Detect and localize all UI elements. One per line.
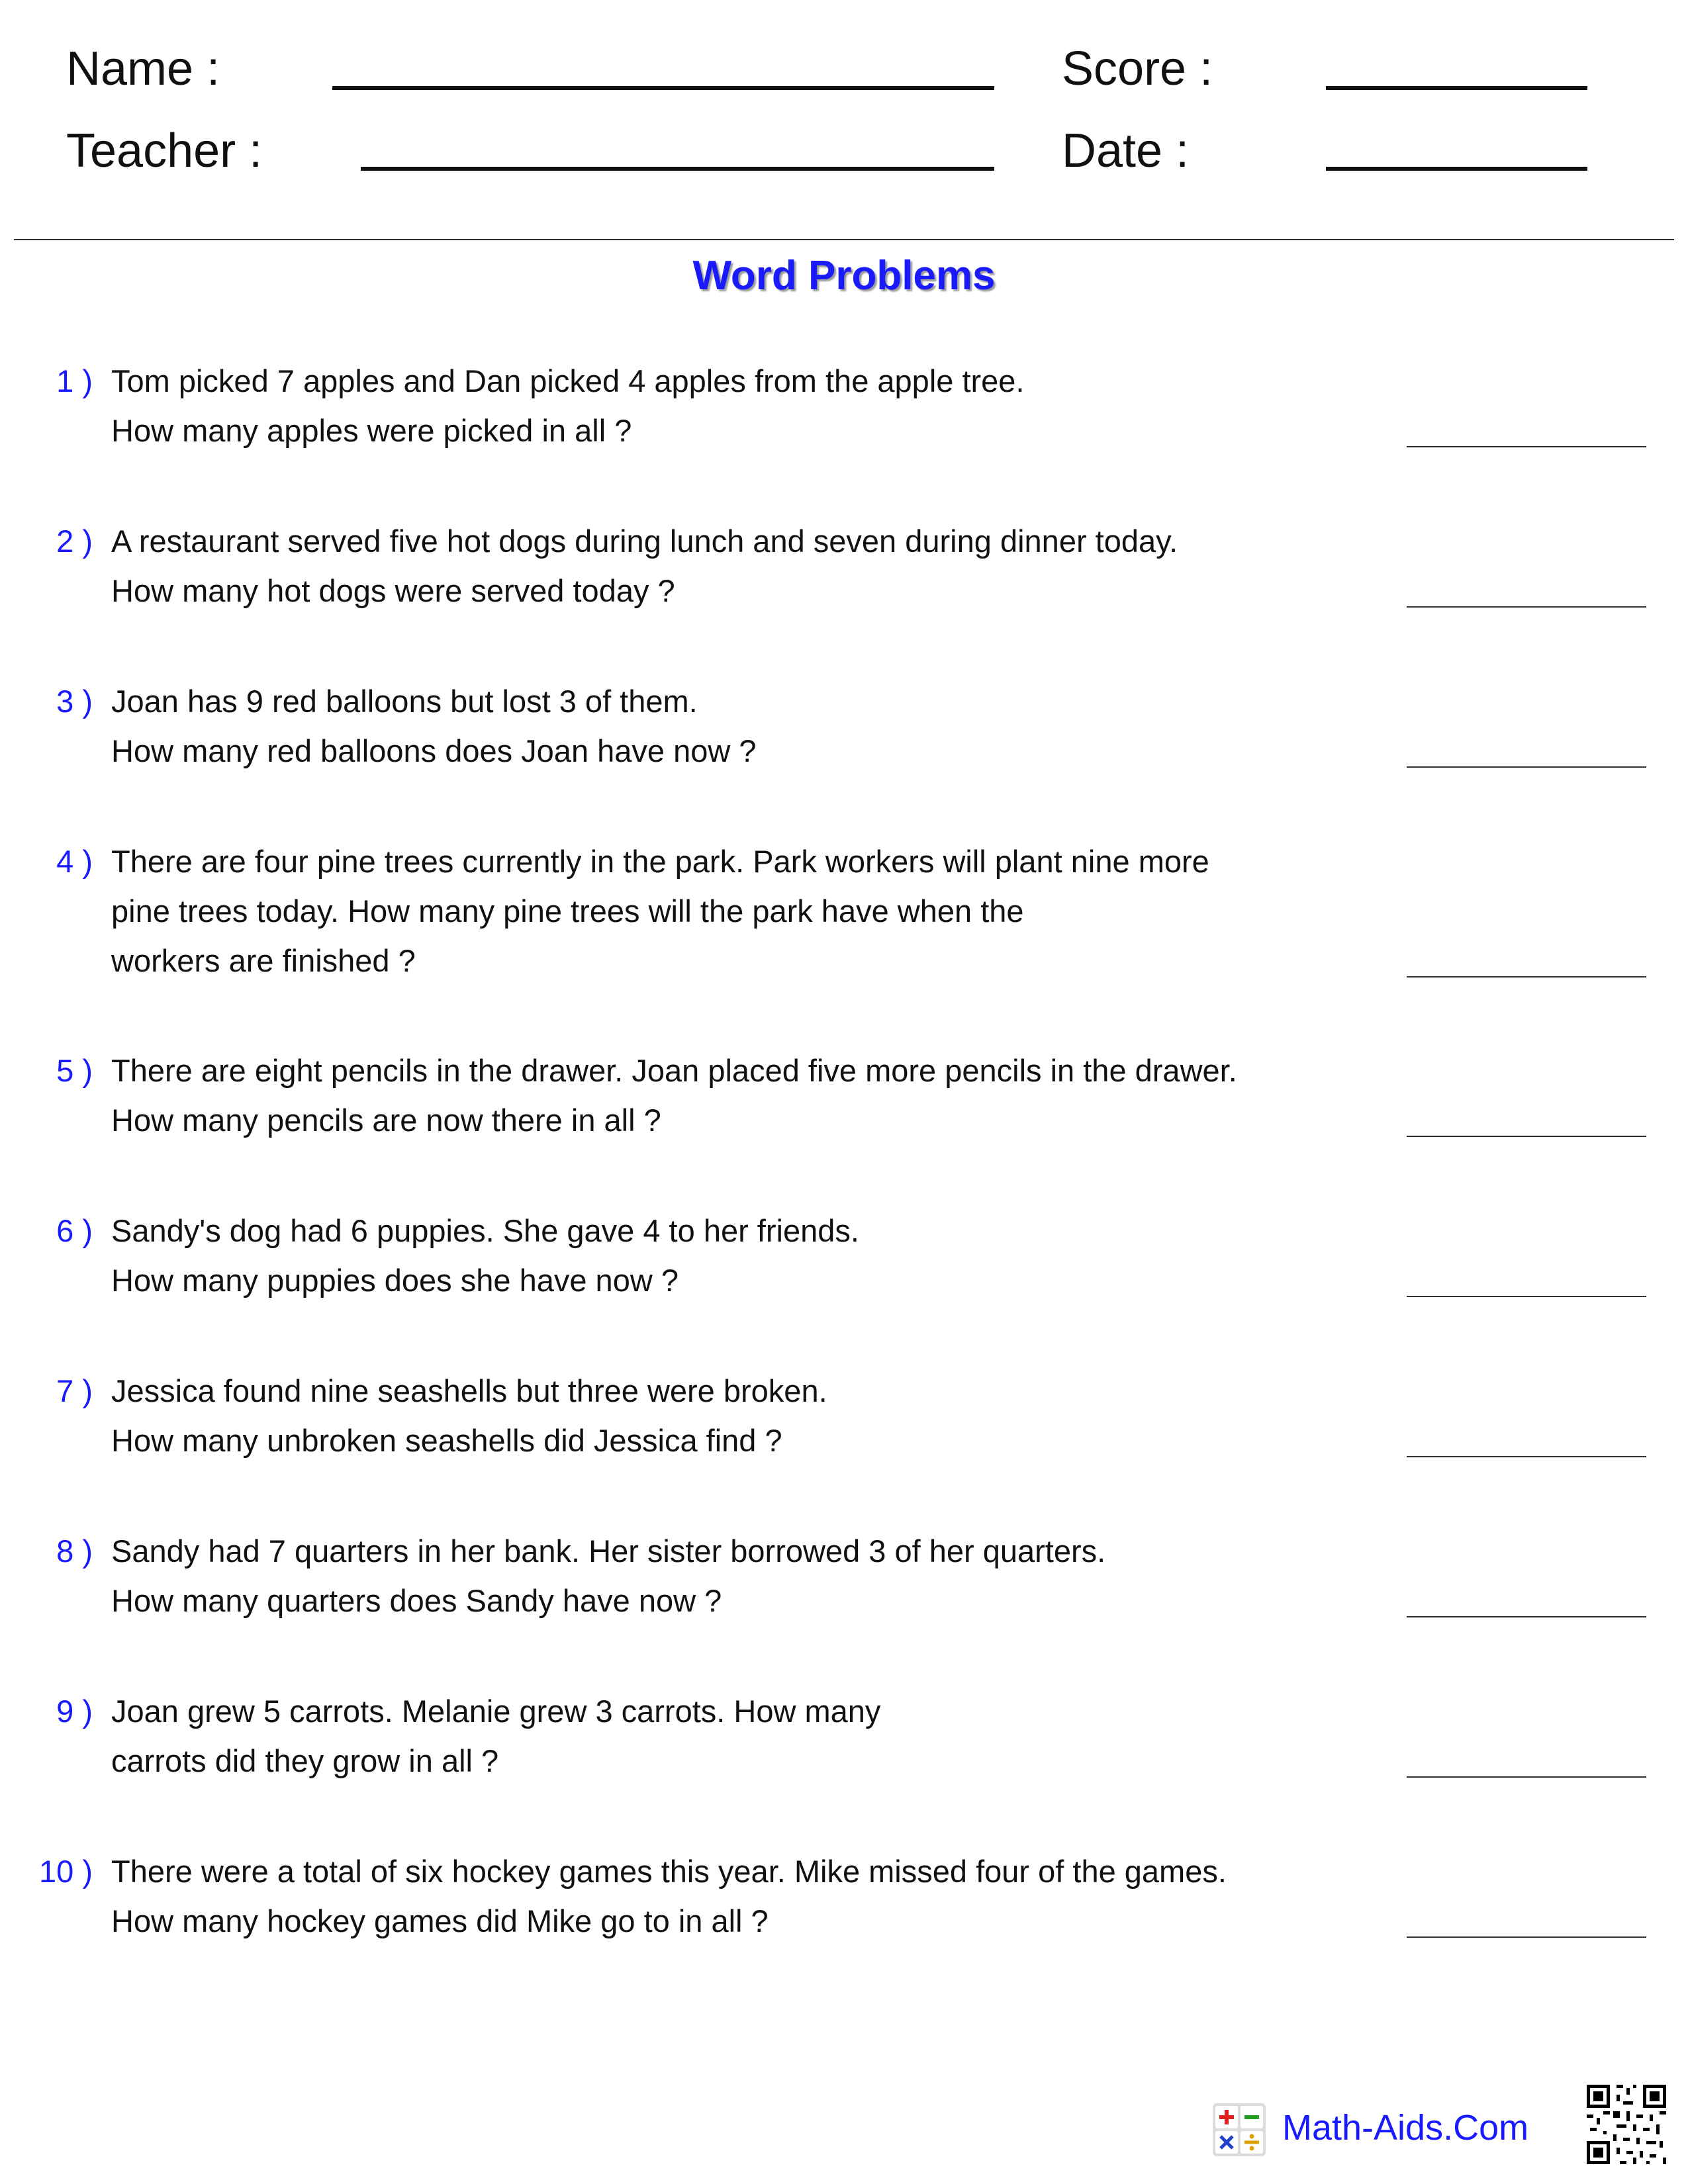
problem-text-line: Sandy had 7 quarters in her bank. Her sister borrowed 3 of her quarters. (111, 1533, 1106, 1569)
answer-line[interactable] (1407, 606, 1646, 608)
problem-text-line: How many red balloons does Joan have now ? (111, 733, 757, 768)
name-label: Name : (66, 42, 220, 95)
problem-number: 5 ) (56, 1053, 93, 1088)
problem-text-line: There are four pine trees currently in the park. Park workers will plant nine more (111, 844, 1209, 879)
problem-text-line: How many quarters does Sandy have now ? (111, 1583, 722, 1618)
problem-number: 10 ) (39, 1854, 93, 1889)
problem-text-line: There are eight pencils in the drawer. Joan placed five more pencils in the drawer. (111, 1053, 1237, 1088)
date-label: Date : (1062, 124, 1190, 177)
problem-text-line: How many unbroken seashells did Jessica find ? (111, 1423, 782, 1458)
answer-line[interactable] (1407, 766, 1646, 768)
header-divider (14, 239, 1674, 240)
problem-text-line: carrots did they grow in all ? (111, 1743, 499, 1778)
teacher-label: Teacher : (66, 124, 263, 177)
problem-text-line: There were a total of six hockey games this year. Mike missed four of the games. (111, 1854, 1227, 1889)
answer-line[interactable] (1407, 1776, 1646, 1778)
problem-number: 2 ) (56, 523, 93, 559)
problem-number: 3 ) (56, 684, 93, 719)
site-name[interactable]: Math-Aids.Com (1282, 2108, 1529, 2148)
problem-number: 9 ) (56, 1694, 93, 1729)
math-operations-icon (1213, 2103, 1266, 2156)
problem-number: 4 ) (56, 844, 93, 879)
problem-text-line: Jessica found nine seashells but three were broken. (111, 1373, 827, 1408)
answer-line[interactable] (1407, 1936, 1646, 1938)
score-label: Score : (1062, 42, 1213, 95)
answer-line[interactable] (1407, 1616, 1646, 1617)
answer-line[interactable] (1407, 1456, 1646, 1457)
problem-text-line: How many hot dogs were served today ? (111, 573, 675, 608)
problem-text-line: pine trees today. How many pine trees will the park have when the (111, 893, 1024, 929)
score-line[interactable] (1326, 86, 1587, 90)
answer-line[interactable] (1407, 446, 1646, 447)
problem-text-line: A restaurant served five hot dogs during lunch and seven during dinner today. (111, 523, 1178, 559)
answer-line[interactable] (1407, 976, 1646, 978)
name-line[interactable] (332, 86, 994, 90)
problem-text-line: How many puppies does she have now ? (111, 1263, 679, 1298)
problem-text-line: Tom picked 7 apples and Dan picked 4 apples from the apple tree. (111, 363, 1025, 398)
answer-line[interactable] (1407, 1296, 1646, 1297)
teacher-line[interactable] (361, 167, 994, 171)
date-line[interactable] (1326, 167, 1587, 171)
problem-number: 8 ) (56, 1533, 93, 1569)
problem-number: 1 ) (56, 363, 93, 398)
problem-number: 6 ) (56, 1213, 93, 1248)
problem-text-line: How many pencils are now there in all ? (111, 1103, 661, 1138)
answer-line[interactable] (1407, 1136, 1646, 1137)
problem-text-line: workers are finished ? (111, 943, 416, 978)
problem-text-line: Sandy's dog had 6 puppies. She gave 4 to her friends. (111, 1213, 859, 1248)
page-title: Word Problems (692, 253, 996, 298)
problem-text-line: How many apples were picked in all ? (111, 413, 632, 448)
qr-code-icon (1583, 2081, 1669, 2167)
problem-text-line: Joan has 9 red balloons but lost 3 of them. (111, 684, 698, 719)
problem-number: 7 ) (56, 1373, 93, 1408)
problem-text-line: Joan grew 5 carrots. Melanie grew 3 carrots. How many (111, 1694, 881, 1729)
problem-text-line: How many hockey games did Mike go to in all ? (111, 1903, 769, 1938)
